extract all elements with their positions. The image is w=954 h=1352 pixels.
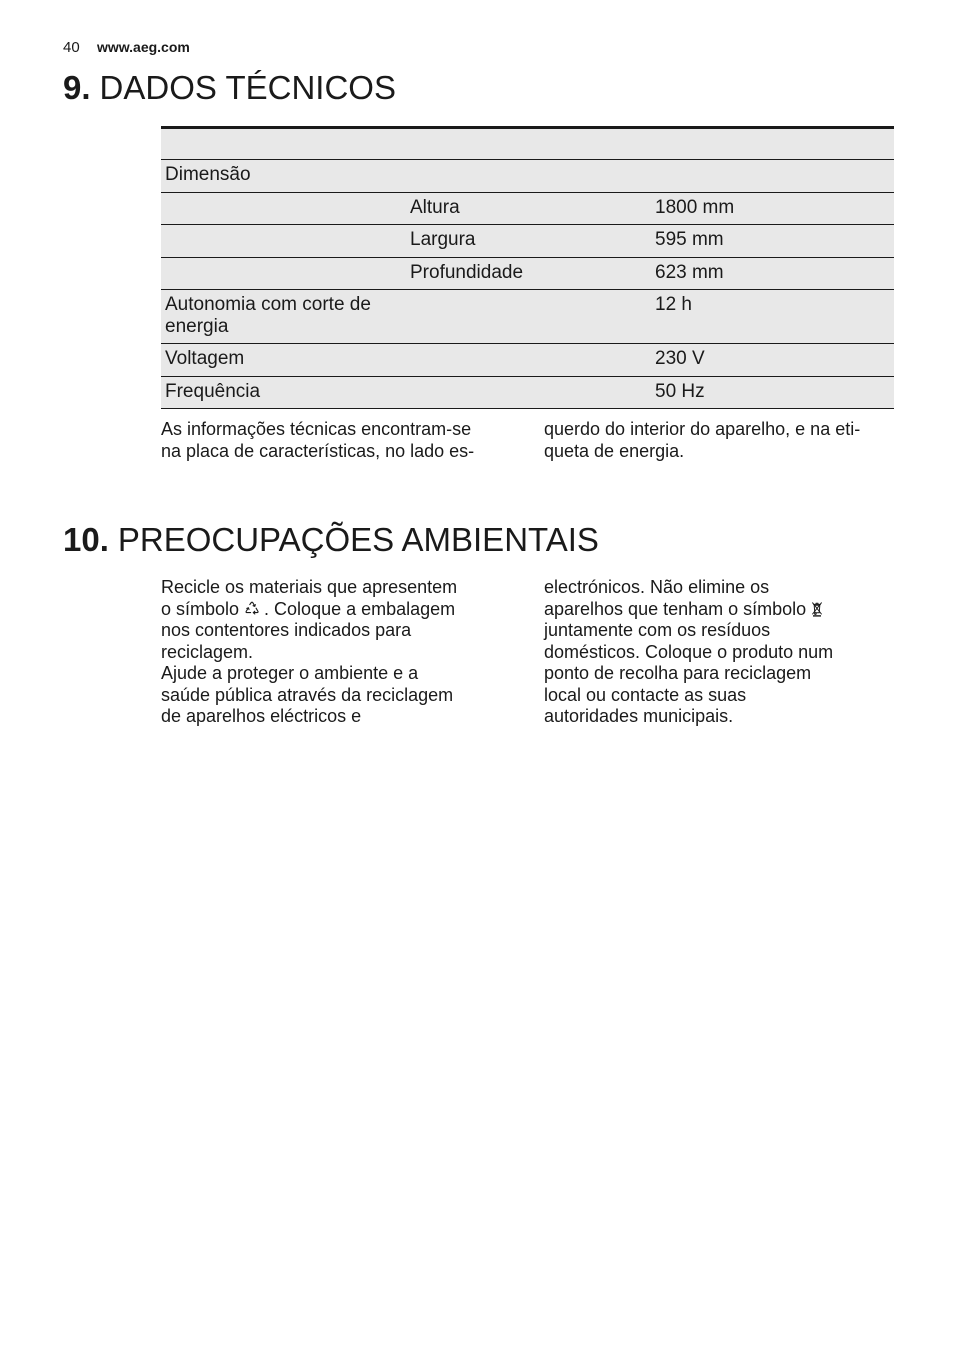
text-fragment: aparelhos que tenham o símbolo bbox=[544, 598, 807, 619]
table-row-height bbox=[161, 193, 894, 226]
row-value: 623 mm bbox=[655, 261, 724, 283]
row-label: Dimensão bbox=[165, 164, 251, 185]
table-row-frequency bbox=[161, 377, 894, 410]
row-sub-label: Largura bbox=[410, 229, 476, 250]
text-line: electrónicos. Não elimine os bbox=[544, 577, 770, 597]
recycle-icon bbox=[244, 601, 260, 623]
text-line: local ou contacte as suas bbox=[544, 684, 747, 705]
row-value: 1800 mm bbox=[655, 196, 735, 218]
row-sub-label: Altura bbox=[410, 196, 460, 218]
row-value: 50 Hz bbox=[655, 380, 705, 402]
text-line: Ajude a proteger o ambiente e a bbox=[161, 663, 419, 683]
environmental-text-left-column bbox=[161, 577, 457, 728]
environmental-text-right-column bbox=[544, 577, 833, 728]
text-line: nos contentores indicados para bbox=[161, 620, 412, 640]
row-sub-label: Profundidade bbox=[410, 261, 524, 283]
technical-note-left-column bbox=[161, 419, 474, 462]
row-label: Frequência bbox=[165, 380, 261, 402]
row-value: 230 V bbox=[655, 348, 705, 369]
text-line: autoridades municipais. bbox=[544, 706, 734, 726]
row-label: Voltagem bbox=[165, 348, 245, 369]
text-line: juntamente com os resíduos bbox=[544, 620, 771, 640]
technical-note-right-column bbox=[544, 419, 860, 462]
text-line: domésticos. Coloque o produto num bbox=[544, 641, 834, 662]
table-row-width bbox=[161, 225, 894, 258]
table-row-power-outage-autonomy bbox=[161, 290, 894, 344]
page-number: 40 bbox=[63, 39, 80, 56]
section-number: 9. bbox=[63, 69, 91, 106]
text-line: reciclagem. bbox=[161, 641, 254, 662]
text-line: saúde pública através da reciclagem bbox=[161, 684, 454, 705]
table-header-row bbox=[161, 129, 894, 160]
row-label: Autonomia com corte de energia bbox=[165, 294, 371, 337]
text-fragment: . Coloque a embalagem bbox=[264, 598, 456, 619]
table-row-dimension bbox=[161, 160, 894, 193]
technical-data-table bbox=[161, 126, 894, 409]
section-10-heading bbox=[63, 522, 599, 558]
row-value: 595 mm bbox=[655, 229, 724, 250]
row-value: 12 h bbox=[655, 294, 692, 315]
text-line: querdo do interior do aparelho, e na eti- bbox=[544, 419, 861, 439]
section-title: PREOCUPAÇÕES AMBIENTAIS bbox=[117, 521, 599, 558]
text-line-with-icon bbox=[544, 599, 833, 621]
text-line: ponto de recolha para reciclagem bbox=[544, 663, 812, 683]
website-url: www.aeg.com bbox=[97, 39, 190, 55]
text-line: As informações técnicas encontram-se bbox=[161, 419, 472, 439]
text-line: de aparelhos eléctricos e bbox=[161, 706, 362, 726]
text-line: na placa de características, no lado es- bbox=[161, 440, 475, 461]
section-title: DADOS TÉCNICOS bbox=[99, 69, 396, 106]
crossed-out-wheelie-bin-icon bbox=[811, 601, 823, 623]
table-row-voltage bbox=[161, 344, 894, 377]
section-9-heading bbox=[63, 70, 396, 106]
text-fragment: o símbolo bbox=[161, 598, 240, 619]
text-line-with-icon bbox=[161, 599, 457, 621]
text-line: Recicle os materiais que apresentem bbox=[161, 577, 458, 597]
table-row-depth bbox=[161, 258, 894, 291]
section-number: 10. bbox=[63, 521, 109, 558]
text-line: queta de energia. bbox=[544, 440, 685, 461]
